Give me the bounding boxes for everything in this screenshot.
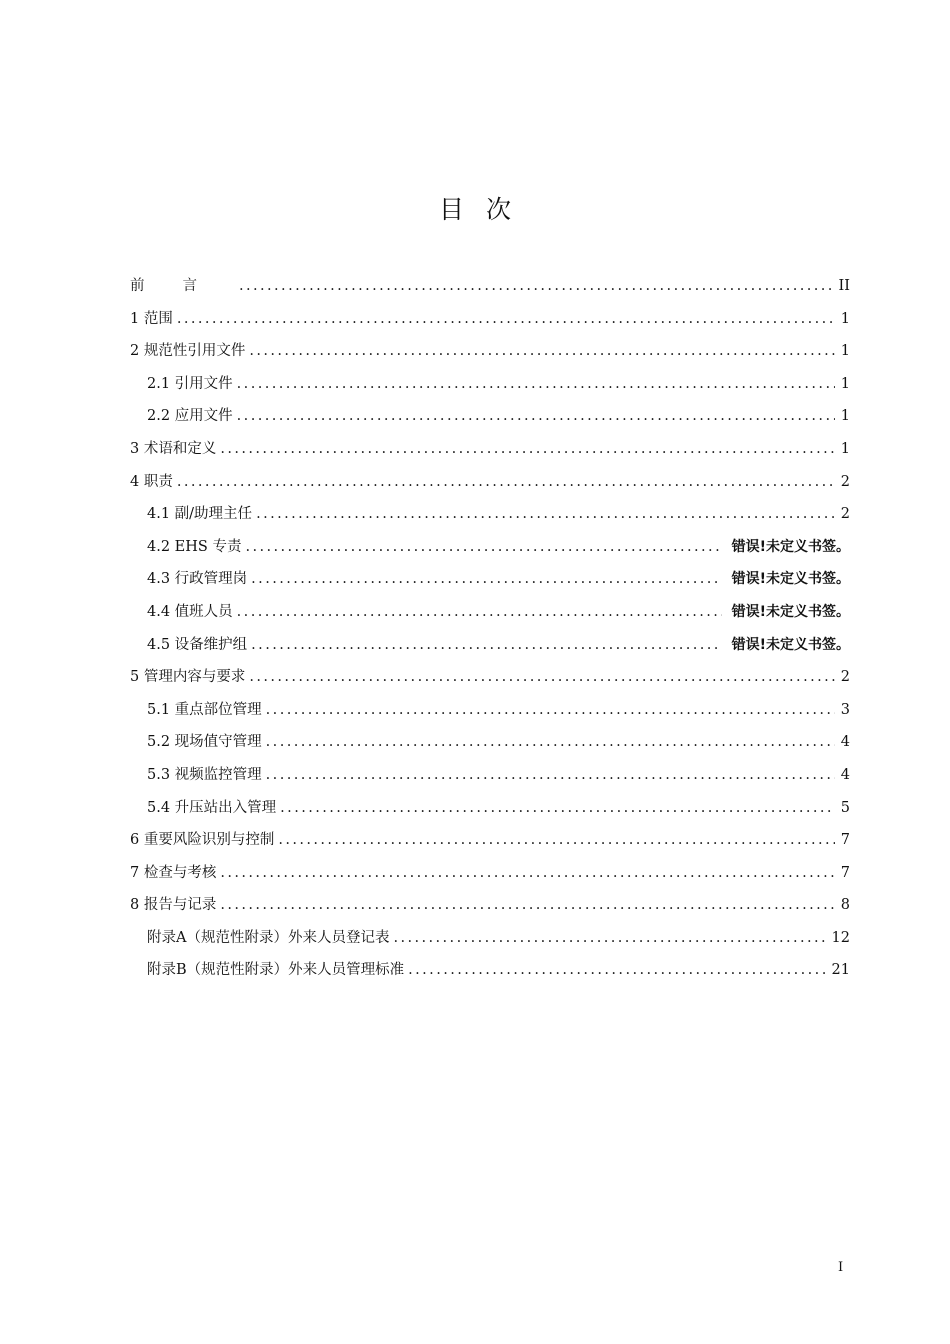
dot-leader (237, 408, 835, 424)
toc-entry-page: 1 (840, 343, 850, 360)
toc-entry[interactable] (130, 861, 850, 894)
toc-entry[interactable] (130, 763, 850, 796)
toc-entry[interactable] (130, 567, 850, 600)
toc-entry-label: 8 报告与记录 (130, 897, 217, 914)
toc-entry[interactable] (130, 698, 850, 731)
toc-entry-page: 5 (840, 799, 850, 816)
toc-entry-page: 8 (840, 897, 850, 914)
toc-entry-label: 前言 (130, 278, 235, 294)
toc-entry-label: 5 管理内容与要求 (130, 669, 246, 686)
toc-entry[interactable] (130, 535, 850, 568)
toc-entry[interactable] (130, 665, 850, 698)
toc-entry[interactable] (130, 893, 850, 926)
toc-entry[interactable] (130, 926, 850, 959)
toc-entry-label: 2.1 引用文件 (147, 375, 233, 392)
toc-entry-label: 5.1 重点部位管理 (147, 701, 262, 718)
dot-leader (251, 571, 721, 587)
toc-entry[interactable] (130, 730, 850, 763)
toc-entry-label: 4.4 值班人员 (147, 603, 233, 620)
toc-entry-page: 1 (840, 375, 850, 392)
dot-leader (278, 832, 834, 848)
toc-entry-label: 2 规范性引用文件 (130, 343, 246, 360)
toc-entry-label: 5.3 视频监控管理 (147, 766, 262, 783)
toc-entry[interactable] (130, 372, 850, 405)
toc-entry-label: 4.5 设备维护组 (147, 636, 248, 653)
toc-entry[interactable] (130, 404, 850, 437)
toc-entry-label: 3 术语和定义 (130, 440, 217, 457)
toc-entry-page: 7 (840, 864, 850, 881)
toc-entry[interactable] (130, 470, 850, 503)
toc-entry[interactable] (130, 828, 850, 861)
dot-leader (177, 474, 835, 490)
dot-leader (393, 930, 825, 946)
toc-entry[interactable] (130, 307, 850, 340)
bookmark-error-text: 错误!未定义书签。 (731, 603, 850, 620)
dot-leader (220, 897, 834, 913)
toc-entry-page: 1 (840, 310, 850, 327)
toc-entry-label: 4.3 行政管理岗 (147, 571, 248, 588)
dot-leader (237, 604, 722, 620)
dot-leader (245, 539, 721, 555)
dot-leader (249, 343, 834, 359)
dot-leader (280, 800, 835, 816)
toc-entry-page: 2 (840, 473, 850, 490)
dot-leader (237, 376, 835, 392)
toc-entry-page: 4 (840, 766, 850, 783)
toc-entry-page: II (838, 278, 850, 294)
toc-entry-page: 4 (840, 734, 850, 751)
toc-entry-label: 2.2 应用文件 (147, 408, 233, 425)
toc-entry[interactable] (130, 502, 850, 535)
toc-entry-label: 7 检查与考核 (130, 864, 217, 881)
toc-entry-page: 21 (831, 962, 850, 979)
toc-entry-label: 附录A（规范性附录）外来人员登记表 (147, 929, 390, 946)
page-number: I (838, 1260, 844, 1275)
toc-entry[interactable] (130, 600, 850, 633)
toc-entry[interactable] (130, 274, 850, 307)
toc-entry[interactable] (130, 958, 850, 991)
toc-entry-page: 1 (840, 408, 850, 425)
toc-entry[interactable] (130, 339, 850, 372)
dot-leader (220, 865, 834, 881)
toc-entry-label: 4.2 EHS 专责 (147, 538, 242, 555)
dot-leader (256, 506, 835, 522)
dot-leader (266, 734, 835, 750)
dot-leader (249, 669, 834, 685)
toc-entry-page: 1 (840, 440, 850, 457)
table-of-contents (130, 274, 850, 991)
bookmark-error-text: 错误!未定义书签。 (731, 571, 850, 588)
toc-entry-page: 2 (840, 506, 850, 523)
dot-leader (266, 767, 835, 783)
toc-entry-page: 7 (840, 832, 850, 849)
toc-entry-label: 5.4 升压站出入管理 (147, 799, 277, 816)
toc-entry-label: 1 范围 (130, 310, 173, 327)
toc-entry-label: 4 职责 (130, 473, 173, 490)
toc-entry-label: 5.2 现场值守管理 (147, 734, 262, 751)
toc-entry-label: 4.1 副/助理主任 (147, 506, 253, 523)
dot-leader (220, 441, 834, 457)
bookmark-error-text: 错误!未定义书签。 (731, 538, 850, 555)
dot-leader (177, 311, 835, 327)
toc-entry-label: 附录B（规范性附录）外来人员管理标准 (147, 962, 405, 979)
toc-entry-label: 6 重要风险识别与控制 (130, 832, 275, 849)
toc-entry-page: 12 (831, 929, 850, 946)
dot-leader (266, 702, 835, 718)
dot-leader (251, 637, 721, 653)
toc-entry[interactable] (130, 796, 850, 829)
dot-leader (408, 962, 825, 978)
toc-entry[interactable] (130, 437, 850, 470)
toc-title: 目次 (438, 195, 533, 224)
toc-entry-page: 2 (840, 669, 850, 686)
toc-entry-page: 3 (840, 701, 850, 718)
bookmark-error-text: 错误!未定义书签。 (731, 636, 850, 653)
toc-entry[interactable] (130, 633, 850, 666)
dot-leader (239, 278, 833, 294)
